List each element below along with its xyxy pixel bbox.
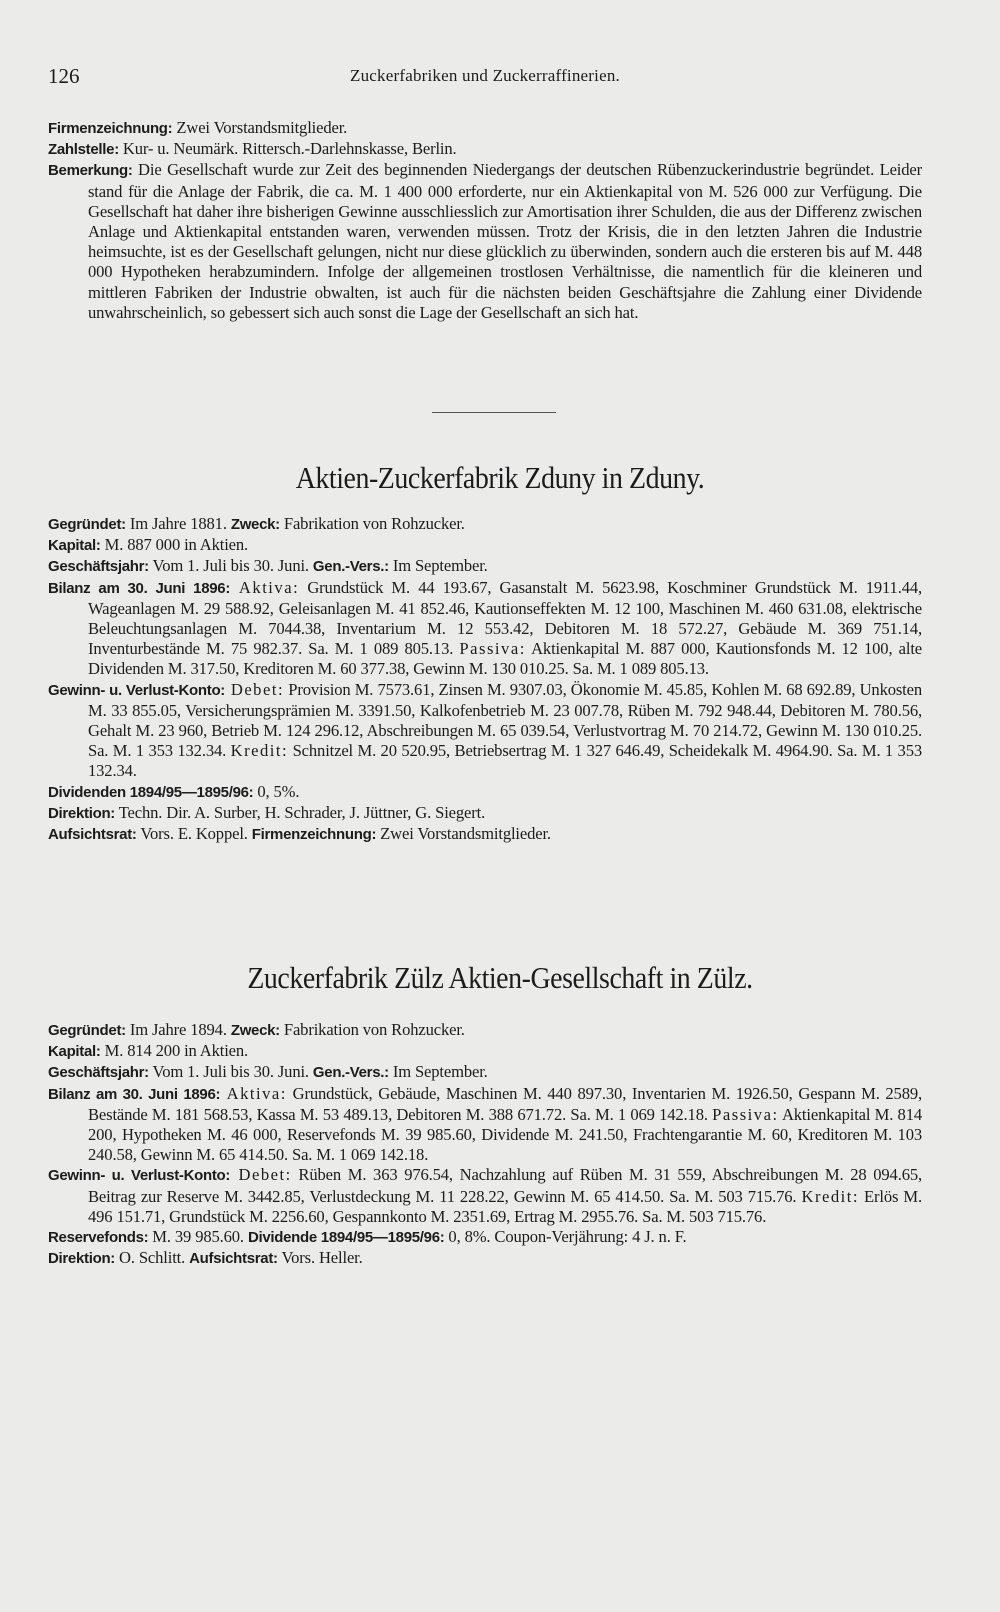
entry-text: 0, 5%. — [253, 781, 300, 801]
entry-text: Rüben M. 363 976.54, Nachzahlung auf Rüben M. 31 559, Abschreibungen M. 28 094.65, Beitrag zur Reserve M. 3442.85, Verlustdeckung M. 11 228.22, Gewinn M. 65 414.50. Sa. M. 503 715.76. — [88, 1165, 922, 1206]
entry-label: Dividende 1894/95—1895/96: — [247, 1229, 445, 1247]
entry-label: Direktion: — [48, 1250, 116, 1268]
entry-text: Fabrikation von Rohzucker. — [279, 1020, 465, 1039]
entry-text: O. Schlitt. — [115, 1248, 190, 1268]
entry-label: Gegründet: — [48, 516, 126, 533]
entry — [48, 139, 922, 160]
entry-label: Zahlstelle: — [48, 141, 119, 159]
entry-text: Grundstück, Gebäude, Maschinen M. 440 897.30, Inventarien M. 1926.50, Gespann M. 2589, Bestände M. 181 568.53, Kassa M. 53 489.13, Debitoren M. 388 671.72. Sa. M. 1 069 142.18. — [88, 1083, 922, 1124]
entry-text: 0, 8%. Coupon-Verjährung: 4 J. n. F. — [444, 1227, 687, 1247]
aktiva-label: Debet: — [225, 679, 285, 699]
entry-label: Gegründet: — [48, 1022, 126, 1039]
entry-label: Kapital: — [48, 537, 101, 555]
section-divider — [432, 412, 556, 413]
entry-label: Kapital: — [48, 1043, 101, 1061]
entry-text: Kur- u. Neumärk. Rittersch.-Darlehnskasse, Berlin. — [118, 139, 457, 159]
entry-label: Geschäftsjahr: — [48, 1064, 149, 1082]
entry-text: Grundstück M. 44 193.67, Gasanstalt M. 5623.98, Koschminer Grundstück M. 1911.44, Wageanlagen M. 29 588.92, Geleisanlagen M. 41 852.46, Kautionseffekten M. 12 100, Maschinen M. 460 631.08, elektrische Beleuchtungsanlagen M. 7044.38, Inventarium M. 12 553.42, Debitoren M. 18 572.27, Gebäude M. 369 751.14, Inventurbestände M. 75 982.37. Sa. M. 1 089 805.13. — [88, 577, 922, 659]
entry-label: Aufsichtsrat: — [189, 1250, 278, 1268]
entry-text: Im Jahre 1881. — [125, 514, 231, 533]
entry — [48, 1248, 922, 1269]
entry — [48, 118, 922, 139]
entry-text: Provision M. 7573.61, Zinsen M. 9307.03, Ökonomie M. 45.85, Kohlen M. 68 692.89, Unkosten M. 33 855.05, Versicherungsprämien M. 3391.50, Kalkofenbetrieb M. 23 007.78, Rüben M. 792 948.44, Debitoren M. 780.56, Gehalt M. 23 960, Betrieb M. 124 296.12, Abschreibungen M. 65 039.54, Verlustvortrag M. 70 214.72, Gewinn M. 130 010.25. Sa. M. 1 353 132.34. — [88, 679, 922, 761]
previous-company-section — [48, 118, 922, 323]
entry-text: Vom 1. Juli bis 30. Juni. — [148, 1062, 313, 1082]
entry-label: Gewinn- u. Verlust-Konto: — [48, 1167, 231, 1185]
entry-text: Vors. E. Koppel. — [136, 824, 252, 844]
page-number: 126 — [48, 64, 80, 88]
entry — [48, 824, 922, 845]
passiva-label: Passiva: — [712, 1104, 779, 1124]
entry-text: Zwei Vorstandsmitglieder. — [172, 118, 348, 137]
entry-label: Zweck: — [230, 1022, 280, 1039]
entry — [48, 514, 922, 535]
passiva-label: Kredit: — [801, 1186, 859, 1206]
entry — [48, 782, 922, 803]
company-title-zduny: Aktien-Zuckerfabrik Zduny in Zduny. — [295, 460, 705, 495]
entry — [48, 1227, 922, 1248]
zduny-section — [48, 514, 922, 845]
company-title-zuelz: Zuckerfabrik Zülz Aktien-Gesellschaft in Zülz. — [247, 960, 753, 995]
entry-text: Im September. — [388, 1062, 488, 1082]
entry-text: Erlös M. 496 151.71, Grundstück M. 2256.60, Gespannkonto M. 2351.69, Ertrag M. 2955.76. Sa. M. 503 715.76. — [88, 1186, 922, 1226]
entry-text: Fabrikation von Rohzucker. — [279, 514, 465, 533]
aktiva-label: Aktiva: — [220, 1083, 287, 1103]
entry-label: Gen.-Vers.: — [312, 1064, 389, 1082]
entry-text: M. 814 200 in Aktien. — [100, 1041, 249, 1061]
entry-label: Firmenzeichnung: — [48, 120, 173, 137]
entry — [48, 803, 922, 824]
passiva-label: Passiva: — [459, 639, 526, 659]
entry — [48, 1041, 922, 1062]
entry — [48, 556, 922, 577]
entry-text: Die Gesellschaft wurde zur Zeit des beginnenden Niedergangs der deutschen Rübenzuckerindustrie begründet. Leider stand für die Anlage der Fabrik, die ca. M. 1 400 000 erforderte, nur ein Aktienkapital von M. 526 000 zur Verfügung. Die Gesellschaft hat daher ihre bisherigen Gewinne ausschliesslich zur Amortisation ihrer Schulden, die aus der Differenz zwischen Anlage und Aktienkapital entstanden waren, verwenden müssen. Trotz der Krisis, die in den letzten Jahren die Industrie heimsuchte, ist es der Gesellschaft gelungen, nicht nur diese glücklich zu überwinden, sondern auch die ersteren bis auf M. 448 000 Hypotheken herabzumindern. Infolge der allgemeinen trostlosen Verhältnisse, die namentlich für die kleineren und mittleren Fabriken der Industrie obwalten, ist auch für die nächsten beiden Geschäftsjahre die Zahlung einer Dividende unwahrscheinlich, so gebessert sich auch sonst die Lage der Gesellschaft an sich hat. — [88, 160, 922, 322]
entry-label: Gewinn- u. Verlust-Konto: — [48, 681, 226, 699]
entry-label: Gen.-Vers.: — [312, 558, 389, 576]
aktiva-label: Aktiva: — [230, 577, 300, 597]
entry-label: Reservefonds: — [48, 1229, 149, 1247]
entry-text: Vom 1. Juli bis 30. Juni. — [148, 556, 313, 576]
aktiva-label: Debet: — [230, 1165, 292, 1185]
entry-text: Zwei Vorstandsmitglieder. — [376, 824, 551, 844]
entry-label: Bemerkung: — [48, 162, 133, 180]
entry — [48, 1062, 922, 1083]
entry-text: Im Jahre 1894. — [125, 1020, 231, 1039]
entry-text: Aktienkapital M. 887 000, Kautionsfonds M. 12 100, alte Dividenden M. 317.50, Kreditoren M. 60 377.38, Gewinn M. 130 010.25. Sa. M. 1 089 805.13. — [88, 639, 922, 679]
entry-text: Im September. — [388, 556, 488, 576]
entry — [48, 680, 922, 782]
entry-label: Geschäftsjahr: — [48, 558, 149, 576]
entry-label: Aufsichtsrat: — [48, 826, 137, 844]
entry-label: Dividenden 1894/95—1895/96: — [48, 783, 254, 801]
entry — [48, 1165, 922, 1227]
entry — [48, 160, 922, 323]
entry-text: Schnitzel M. 20 520.95, Betriebsertrag M. 1 327 646.49, Scheidekalk M. 4964.90. Sa. M. 1 353 132.34. — [88, 741, 922, 781]
entry-label: Bilanz am 30. Juni 1896: — [48, 579, 231, 597]
entry — [48, 535, 922, 556]
entry-text: M. 39 985.60. — [148, 1227, 248, 1247]
entry — [48, 578, 922, 680]
entry-label: Zweck: — [230, 516, 280, 533]
entry-text: Aktienkapital M. 814 200, Hypotheken M. 46 000, Reservefonds M. 39 985.60, Dividende M. 241.50, Frachtengarantie M. 60, Kreditoren M. 103 240.58, Gewinn M. 65 414.50. Sa. M. 1 069 142.18. — [88, 1104, 922, 1165]
zuelz-section — [48, 1020, 922, 1269]
entry-label: Direktion: — [48, 804, 116, 822]
page-header — [48, 64, 922, 94]
entry-label: Bilanz am 30. Juni 1896: — [48, 1085, 221, 1103]
entry — [48, 1020, 922, 1041]
running-title: Zuckerfabriken und Zuckerraffinerien. — [350, 66, 620, 85]
entry-label: Firmenzeichnung: — [251, 826, 377, 844]
passiva-label: Kredit: — [230, 741, 289, 761]
entry-text: Vors. Heller. — [277, 1248, 363, 1268]
entry-text: Techn. Dir. A. Surber, H. Schrader, J. Jüttner, G. Siegert. — [115, 802, 486, 822]
entry-text: M. 887 000 in Aktien. — [100, 535, 249, 555]
entry — [48, 1084, 922, 1166]
